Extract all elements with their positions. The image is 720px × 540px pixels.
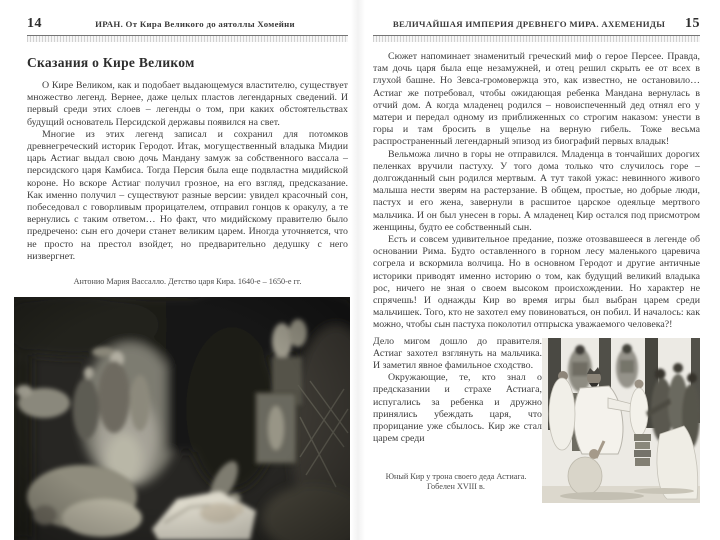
header-ornament-rule <box>27 35 348 42</box>
page-14 <box>0 0 353 540</box>
section-title: Сказания о Кире Великом <box>27 55 195 70</box>
paragraph: Вельможа лично в горы не отправился. Младенца в тончайших дорогих пеленках вручили пастуху. У того дома только что случилось горе – долгожданный сын родился мертвым. А тут такой ужас: невинного живого малыша нести зверям на растерзание. В общем, простые, но добрые люди, пастух и его жена, завернули в расшитое царское одеяльце мертвого мальчика. И он был унесен в горы. А младенец Кир остался под присмотром женщины, будто ее собственный сын. <box>373 148 700 233</box>
painting-childhood-of-cyrus <box>14 297 350 540</box>
tapestry-image <box>542 338 700 503</box>
wrapped-text-column <box>373 336 542 508</box>
text-and-figure-row <box>373 336 700 508</box>
page-header-right <box>373 0 700 32</box>
paragraph: Многие из этих легенд записал и сохранил для потомков древнегреческий историк Геродот. Итак, могущественный владыка Мидии царь Астиаг выдал свою дочь Мандану замуж за собственного вассала – персидского царя Камбиса. Тогда Персия была еще подвластна мидийской короне. Но вскоре Астиаг получил грозное, на его взгляд, предсказание. Как именно получил – существуют разные версии: увидел красочный сон, побеседовал с говорливым прорицателем, отправил гонцов к оракулу, а те вернулись с таким ответом… Но факт, что мидийскому правителю было предречено: сын его дочери станет великим царем. Иногда уточняется, что не просто на престол взойдет, но предварительно дедушку с него низвергнет. <box>27 128 348 262</box>
tapestry-young-cyrus <box>542 336 700 508</box>
tapestry-caption: Юный Кир у трона своего деда Астиага. Гобелен XVIII в. <box>385 471 527 491</box>
page-number: 14 <box>27 16 42 31</box>
paragraph: Сюжет напоминает знаменитый греческий миф о герое Персее. Правда, там дочь царя была еще незамужней, и отец решил скрыть ее от всех в глухой башне. Но Зевса-громовержца это, как известно, не остановило… Астиаг же потребовал, чтобы ожидающая ребенка Мандана вернулась в отчий дом. А когда младенец родился – новоиспеченный дед отнял его у матери и передал одному из приближенных со строгим наказом: унести в горы и там бросить в ущелье на верную гибель. Тоже весьма распространенный легендарный эпизод из биографий первых владык! <box>373 51 700 148</box>
running-title: ВЕЛИЧАЙШАЯ ИМПЕРИЯ ДРЕВНЕГО МИРА. АХЕМЕНИДЫ <box>392 19 666 29</box>
running-title: ИРАН. От Кира Великого до аятоллы Хомейни <box>95 19 295 29</box>
paragraph: О Кире Великом, как и подобает выдающемуся властителю, существует множество легенд. Вернее, даже целых пластов легендарных сведений. И первый среди этих слоев – легенды о том, при каких обстоятельствах будущий основатель Персидской державы появился на свет. <box>27 80 348 128</box>
paragraph: Окружающие, те, кто знал о предсказании и страхе Астиага, испугались за ребенка и дружно принялись убеждать царя, что прорицание уже сбылось. Кир же стал царем среди <box>373 372 542 445</box>
paragraph: Есть и совсем удивительное предание, позже отозвавшееся в легенде об основании Рима. Будто оставленного в горном лесу маленького царевича согрела и вскормила волчица. Но в основном Геродот и другие античные историки приводят именно историю о том, как будущий великий владыка рос, ничего не зная о своем высоком происхождении. Но характер не спрячешь! И однажды Кир во время игры был выбран царем среди мальчишек. Того, кто не захотел ему повиноваться, он побил. И началось: как можно, чтобы сын пастуха поколотил отпрыска уважаемого человека?! <box>373 234 700 331</box>
header-ornament-rule <box>373 35 700 42</box>
paragraph-continuation: Дело мигом дошло до правителя. Астиаг захотел взглянуть на мальчика. И заметил явное фамильное сходство. <box>373 335 542 372</box>
page-header-left <box>27 0 348 32</box>
page-15 <box>363 0 720 540</box>
painting-caption: Антонио Мария Вассалло. Детство царя Кира. 1640-е – 1650-е гг. <box>73 277 302 287</box>
page-number: 15 <box>685 16 700 31</box>
painting-image <box>14 297 350 540</box>
